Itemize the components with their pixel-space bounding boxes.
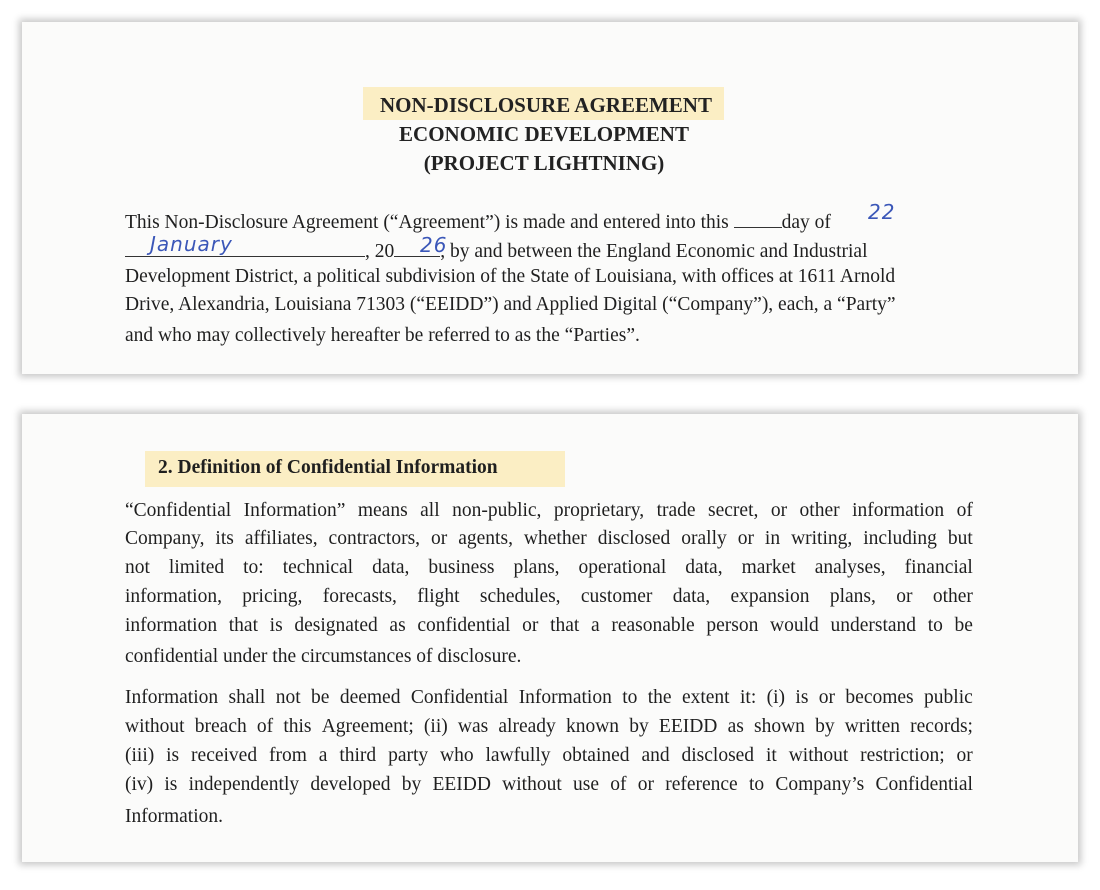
section-heading: 2. Definition of Confidential Information <box>158 457 498 478</box>
document-subtitle: ECONOMIC DEVELOPMENT <box>399 122 689 146</box>
para2-line: (iv) is independently developed by EEIDD without use of or reference to Company’s Confidential <box>125 774 973 795</box>
para2-line: Information shall not be deemed Confidential Information to the extent it: (i) is or becomes public <box>125 687 973 708</box>
para2-line-last: Information. <box>125 806 224 827</box>
document-title: NON-DISCLOSURE AGREEMENT <box>380 93 712 117</box>
para2-line: (iii) is received from a third party who lawfully obtained and disclosed it without restriction; or <box>125 745 973 766</box>
agreement-line-2: , 20 , by and between the England Economic and Industrial <box>125 238 868 263</box>
agreement-line-1: This Non-Disclosure Agreement (“Agreement”) is made and entered into this day of <box>125 209 831 234</box>
agreement-line-3: Development District, a political subdivision of the State of Louisiana, with offices at 1611 Arnold <box>125 266 896 287</box>
para1-line: “Confidential Information” means all non-public, proprietary, trade secret, or other information of <box>125 500 973 521</box>
para1-line-last: confidential under the circumstances of disclosure. <box>125 646 522 667</box>
para1-line: Company, its affiliates, contractors, or agents, whether disclosed orally or in writing, including but <box>125 528 973 549</box>
document-excerpt-title <box>22 22 1078 374</box>
project-name: (PROJECT LIGHTNING) <box>423 151 665 175</box>
agreement-line-5: and who may collectively hereafter be referred to as the “Parties”. <box>125 325 640 346</box>
handwritten-month: January <box>150 232 233 256</box>
para1-line: information that is designated as confidential or that a reasonable person would understand to be <box>125 615 973 636</box>
para1-line: information, pricing, forecasts, flight schedules, customer data, expansion plans, or other <box>125 586 973 607</box>
handwritten-year: 26 <box>420 233 448 257</box>
day-blank <box>734 209 782 228</box>
para2-line: without breach of this Agreement; (ii) was already known by EEIDD as shown by written records; <box>125 716 973 737</box>
agreement-line-4: Drive, Alexandria, Louisiana 71303 (“EEIDD”) and Applied Digital (“Company”), each, a “Party” <box>125 294 896 315</box>
handwritten-day: 22 <box>868 200 896 224</box>
para1-line: not limited to: technical data, business plans, operational data, market analyses, financial <box>125 557 973 578</box>
